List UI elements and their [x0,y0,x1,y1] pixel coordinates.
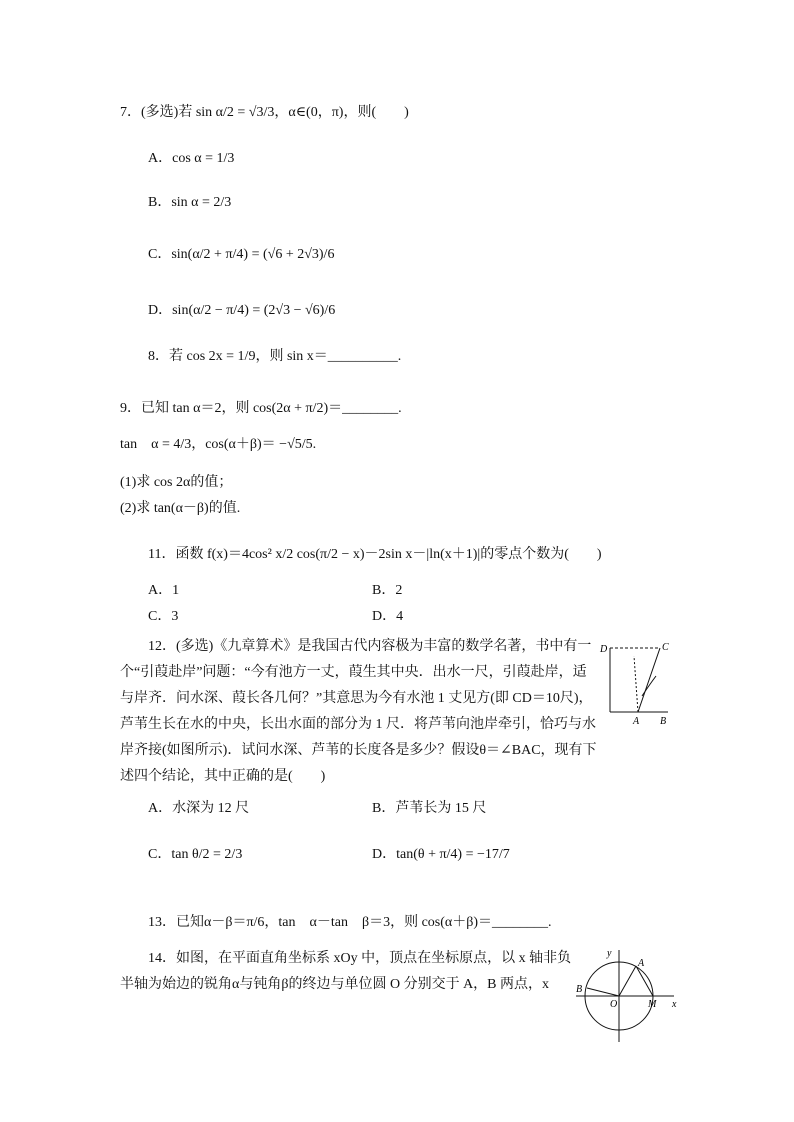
q11-stem: 11．函数 f(x)＝4cos² x/2 cos(π/2 − x)－2sin x－|ln(x＋1)|的零点个数为( ) [148,547,602,562]
q12-option-b[interactable]: B．芦苇长为 15 尺 [372,801,487,816]
q11-option-d[interactable]: D．4 [372,609,404,624]
q7-option-c[interactable]: C．sin(α/2 + π/4) = (√6 + 2√3)/6 [148,247,335,262]
q7-stem: 7．(多选)若 sin α/2 = √3/3，α∈(0，π)，则( ) [120,105,409,120]
label-x: x [672,999,677,1010]
label-b: B [576,984,583,995]
label-d: D [600,644,608,655]
label-a: A [638,958,645,969]
label-c: C [662,642,669,653]
q11-option-a[interactable]: A．1 [148,583,180,598]
q12-option-d[interactable]: D．tan(θ + π/4) = −17/7 [372,847,510,862]
reed-line [638,648,660,712]
q9-stem: 9．已知 tan α＝2，则 cos(2α + π/2)＝________. [120,401,402,416]
chord-am [636,966,653,996]
q12-option-a[interactable]: A．水深为 12 尺 [148,801,250,816]
q12-text: 12．(多选)《九章算术》是我国古代内容极为丰富的数学名著，书中有一个“引葭赴岸”问题：“今有池方一丈，葭生其中央．出水一尺，引葭赴岸，适与岸齐．问水深、葭长各几何？”其意思为今有水池 1 丈见方(即 CD＝10尺)，芦苇生长在水的中央，长出水面的部分为 1 尺．将芦苇向池岸牵引，恰巧与水岸齐接(如图所示)．试问水深、芦苇的长度各是多少？假设θ＝∠BAC，现有下述四个结论，其中正确的是( ) [120,639,597,784]
q7-option-b[interactable]: B．sin α = 2/3 [148,195,232,210]
label-m: M [648,999,657,1010]
label-o: O [610,999,618,1010]
q11-option-c[interactable]: C．3 [148,609,179,624]
q10-given: tan α = 4/3，cos(α＋β)＝ −√5/5. [120,437,317,452]
ray-ob [587,988,619,996]
q7-option-a[interactable]: A．cos α = 1/3 [148,151,235,166]
label-a: A [633,716,640,727]
ray-oa [619,966,636,996]
q14-text: 14．如图，在平面直角坐标系 xOy 中，顶点在坐标原点，以 x 轴非负半轴为始边的锐角α与钝角β的终边与单位圆 O 分别交于 A，B 两点，x [120,951,572,992]
q13-stem: 13．已知α－β＝π/6，tan α－tan β＝3，则 cos(α＋β)＝________. [148,915,552,930]
q10-part2: (2)求 tan(α－β)的值. [120,501,241,516]
q8-stem: 8．若 cos 2x = 1/9，则 sin x＝__________. [148,349,402,364]
label-b: B [660,716,667,727]
q7-option-d[interactable]: D．sin(α/2 − π/4) = (2√3 − √6)/6 [148,303,336,318]
label-y: y [607,948,612,959]
q10-part1: (1)求 cos 2α的值； [120,475,233,490]
reed-vertical [634,656,638,712]
q12-option-c[interactable]: C．tan θ/2 = 2/3 [148,847,243,862]
q11-option-b[interactable]: B．2 [372,583,403,598]
q14-unit-circle-figure [574,944,684,1044]
q12-pond-figure [598,636,674,728]
